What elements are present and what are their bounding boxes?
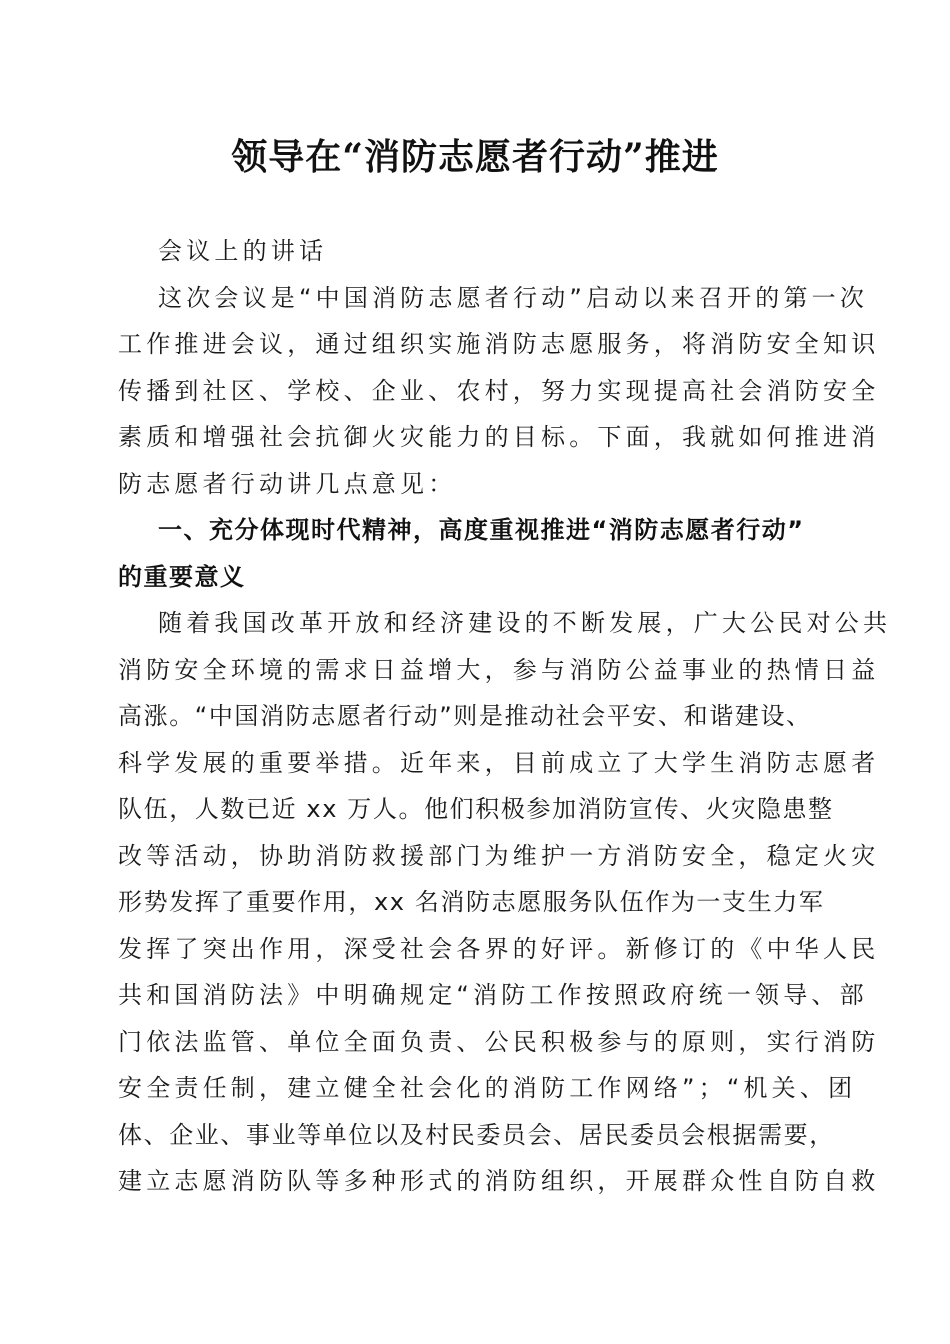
document-body — [118, 228, 892, 1205]
title-continuation: 会议上的讲话 — [158, 237, 328, 265]
paragraph-line: 工作推进会议，通过组织实施消防志愿服务，将消防安全知识 — [118, 330, 880, 358]
paragraph-line: 安全责任制，建立健全社会化的消防工作网络”；“机关、团 — [118, 1074, 857, 1102]
paragraph-line: 建立志愿消防队等多种形式的消防组织，开展群众性自防自救 — [118, 1167, 880, 1195]
paragraph-line: 这次会议是“中国消防志愿者行动”启动以来召开的第一次 — [158, 283, 869, 312]
paragraph-line: 形势发挥了重要作用，xx 名消防志愿服务队伍作为一支生力军 — [118, 888, 825, 916]
paragraph-line: 高涨。“中国消防志愿者行动”则是推动社会平安、和谐建设、 — [118, 702, 812, 730]
section-heading: 一、充分体现时代精神，高度重视推进“消防志愿者行动” — [158, 516, 805, 544]
paragraph-line: 防志愿者行动讲几点意见： — [118, 469, 457, 498]
paragraph-line: 科学发展的重要举措。近年来，目前成立了大学生消防志愿者 — [118, 748, 880, 777]
paragraph-line: 随着我国改革开放和经济建设的不断发展，广大公民对公共 — [158, 609, 892, 637]
paragraph-line: 队伍，人数已近 xx 万人。他们积极参加消防宣传、火灾隐患整 — [118, 795, 834, 823]
section-heading-continuation: 的重要意义 — [118, 562, 246, 591]
paragraph-line: 门依法监管、单位全面负责、公民积极参与的原则，实行消防 — [118, 1027, 880, 1056]
paragraph-line: 共和国消防法》中明确规定“消防工作按照政府统一领导、部 — [118, 981, 868, 1009]
paragraph-line: 素质和增强社会抗御火灾能力的目标。下面，我就如何推进消 — [118, 423, 880, 451]
document-title: 领导在“消防志愿者行动”推进 — [231, 136, 719, 178]
paragraph-line: 消防安全环境的需求日益增大，参与消防公益事业的热情日益 — [118, 655, 880, 684]
paragraph-line: 发挥了突出作用，深受社会各界的好评。新修订的《中华人民 — [118, 934, 880, 963]
paragraph-line: 改等活动，协助消防救援部门为维护一方消防安全，稳定火灾 — [118, 841, 880, 870]
paragraph-line: 传播到社区、学校、企业、农村，努力实现提高社会消防安全 — [118, 376, 880, 405]
paragraph-line: 体、企业、事业等单位以及村民委员会、居民委员会根据需要， — [118, 1120, 835, 1149]
